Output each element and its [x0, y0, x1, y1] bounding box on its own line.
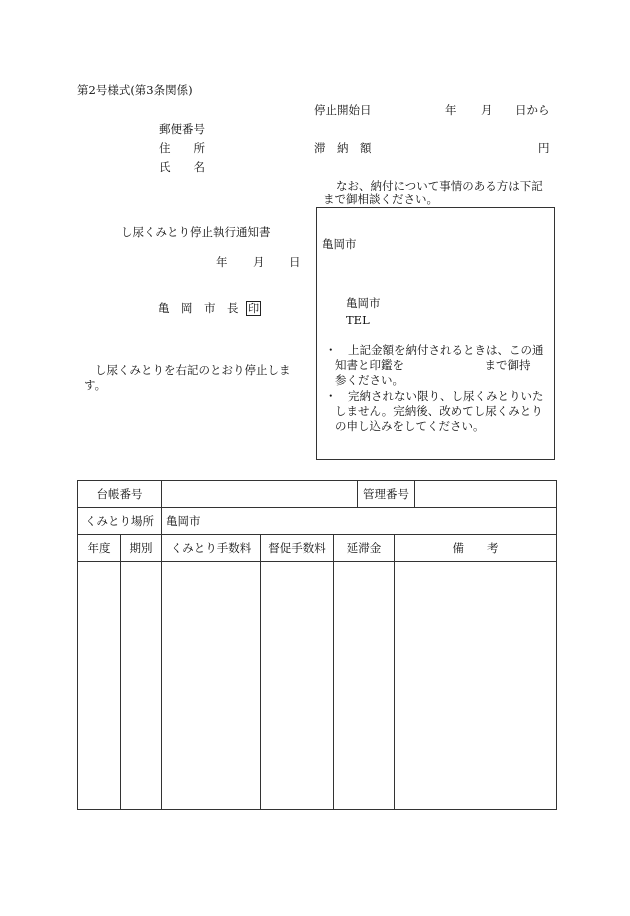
notice-box: [316, 207, 555, 460]
ledger-body-row: [78, 562, 557, 810]
ledger-column-headers: [78, 535, 557, 562]
form-id: 第2号様式(第3条関係): [77, 83, 193, 97]
ledger-no-value: [162, 481, 358, 508]
cell-remarks: [395, 562, 557, 810]
start-date-month: 月: [481, 103, 493, 117]
ledger-table: [77, 480, 557, 810]
place-label: くみとり場所: [78, 508, 162, 535]
mgmt-no-label: 管理番号: [358, 481, 415, 508]
consult-note-line2: まで御相談ください。: [323, 192, 438, 206]
cell-reminder-fee: [261, 562, 334, 810]
cell-late-charge: [334, 562, 395, 810]
seal-mark: 印: [248, 302, 260, 315]
bullet1-line2: 知書と印鑑を まで御持: [335, 358, 531, 372]
ledger-row-place: [78, 508, 557, 535]
yen-label: 円: [538, 141, 550, 155]
col-remarks: 備 考: [395, 535, 557, 562]
place-value: 亀岡市: [162, 508, 557, 535]
notice-title: し尿くみとり停止執行通知書: [121, 225, 271, 239]
arrears-label: 滞 納 額: [314, 141, 372, 155]
bullet2-line1: ・ 完納されない限り、し尿くみとりいた: [325, 389, 544, 403]
bullet2-line3: の申し込みをしてください。: [335, 419, 485, 433]
start-date-day-from: 日から: [515, 103, 550, 117]
mgmt-no-value: [415, 481, 557, 508]
contact-city: 亀岡市: [346, 296, 381, 310]
col-late-charge: 延滞金: [334, 535, 395, 562]
issue-date-year: 年: [216, 255, 228, 269]
start-date-year: 年: [445, 103, 457, 117]
col-period: 期別: [121, 535, 162, 562]
contact-tel: TEL: [346, 313, 370, 327]
mayor-signature: [158, 301, 261, 316]
start-date-label: 停止開始日: [314, 103, 372, 117]
issue-date-month: 月: [253, 255, 265, 269]
col-reminder-fee: 督促手数料: [261, 535, 334, 562]
cell-collection-fee: [162, 562, 261, 810]
bullet1-line3: 参ください。: [335, 373, 404, 387]
body-text-line1: し尿くみとりを右記のとおり停止しま: [95, 363, 291, 377]
col-fiscal-year: 年度: [78, 535, 121, 562]
bullet2-line2: しません。完納後、改めてし尿くみとり: [335, 404, 543, 418]
consult-note-line1: なお、納付について事情のある方は下記: [336, 179, 543, 193]
cell-fiscal-year: [78, 562, 121, 810]
ledger-no-label: 台帳番号: [78, 481, 162, 508]
address-label: 住 所: [159, 141, 205, 155]
notice-box-city: 亀岡市: [322, 237, 357, 251]
ledger-row-numbers: [78, 481, 557, 508]
col-collection-fee: くみとり手数料: [162, 535, 261, 562]
name-label: 氏 名: [159, 160, 205, 174]
body-text-line2: す。: [84, 378, 107, 392]
bullet1-line1: ・ 上記金額を納付されるときは、この通: [325, 343, 544, 357]
cell-period: [121, 562, 162, 810]
mayor-label: 亀 岡 市 長: [158, 301, 239, 315]
postal-code-label: 郵便番号: [159, 122, 205, 136]
issue-date-day: 日: [289, 255, 301, 269]
